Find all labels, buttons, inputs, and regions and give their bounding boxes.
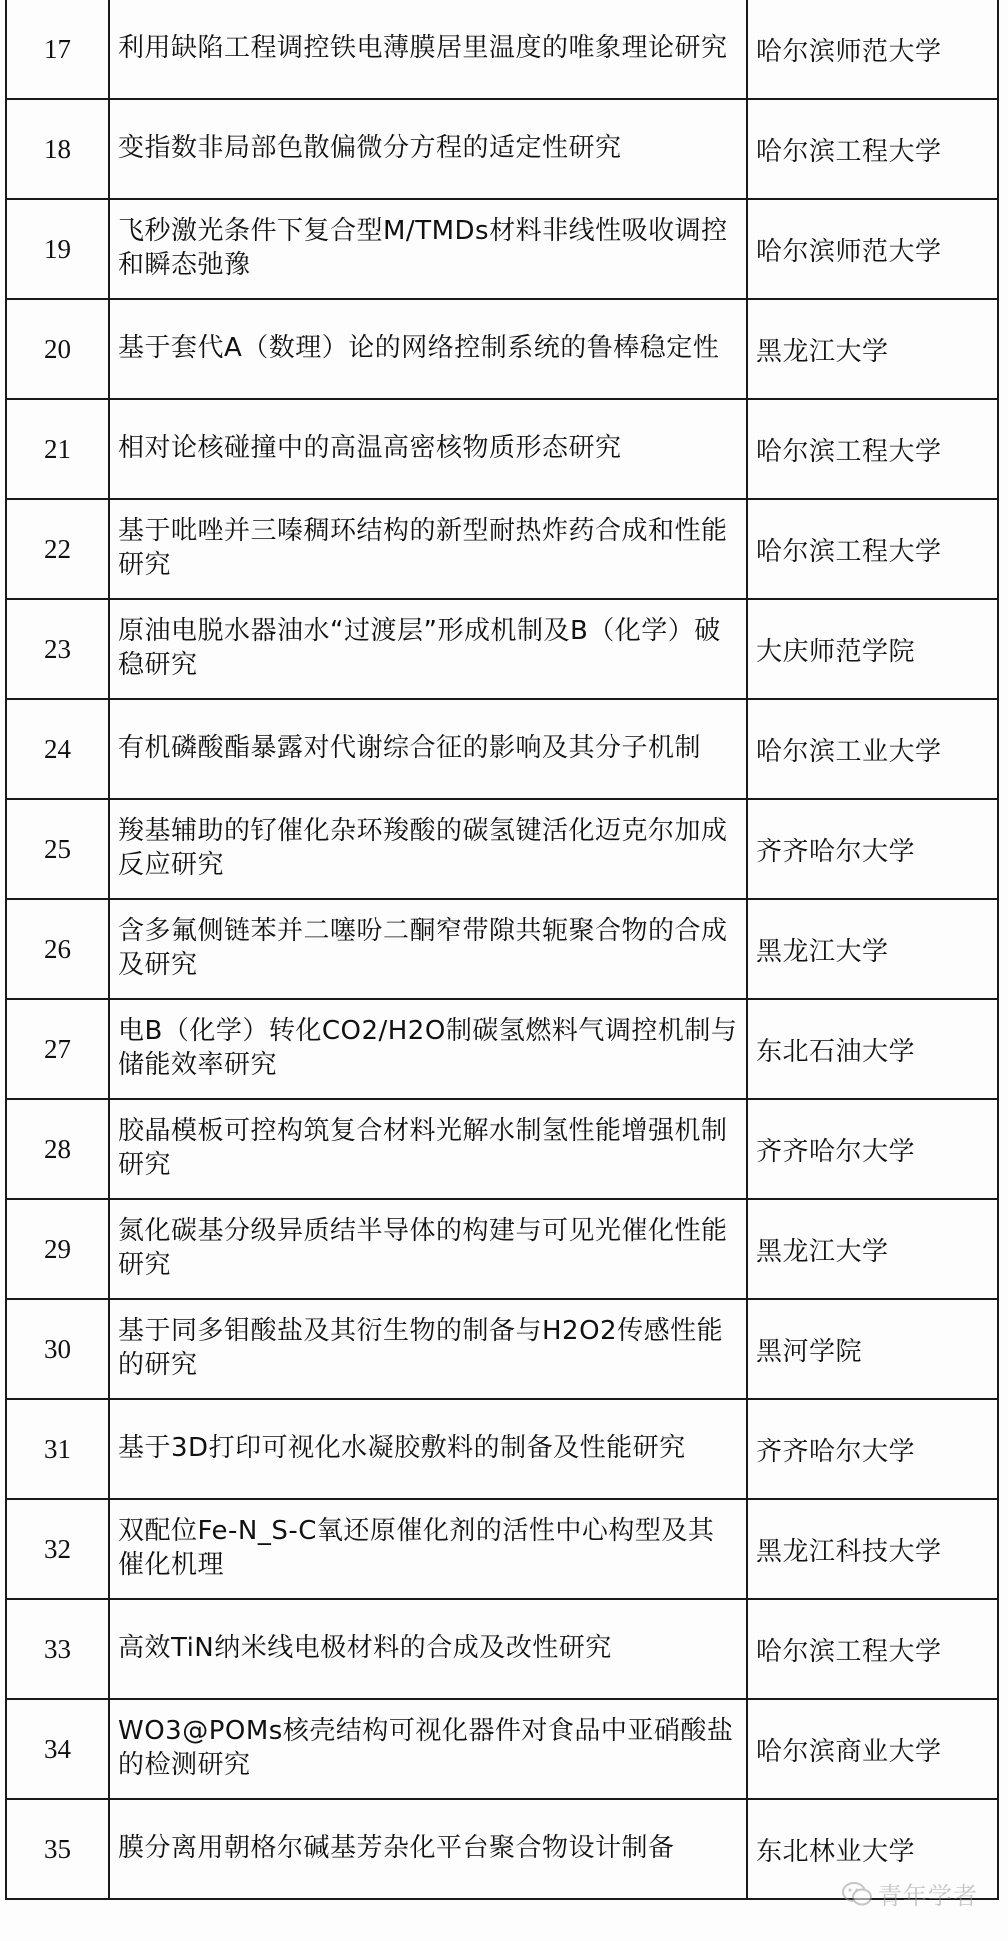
table-row	[6, 1199, 998, 1299]
project-title: 含多氟侧链苯并二噻吩二酮窄带隙共轭聚合物的合成及研究	[109, 899, 747, 999]
project-title: 高效TiN纳米线电极材料的合成及改性研究	[109, 1599, 747, 1699]
table-row	[6, 599, 998, 699]
project-title: 相对论核碰撞中的高温高密核物质形态研究	[109, 399, 747, 499]
institution-name: 哈尔滨工程大学	[747, 1599, 998, 1699]
table-row	[6, 899, 998, 999]
project-title: 膜分离用朝格尔碱基芳杂化平台聚合物设计制备	[109, 1799, 747, 1899]
row-number: 27	[6, 999, 109, 1099]
project-title: 双配位Fe-N_S-C氧还原催化剂的活性中心构型及其催化机理	[109, 1499, 747, 1599]
project-title: 基于同多钼酸盐及其衍生物的制备与H2O2传感性能的研究	[109, 1299, 747, 1399]
row-number: 30	[6, 1299, 109, 1399]
table-row	[6, 0, 998, 99]
institution-name: 东北石油大学	[747, 999, 998, 1099]
project-table	[5, 0, 999, 1900]
row-number: 31	[6, 1399, 109, 1499]
row-number: 26	[6, 899, 109, 999]
row-number: 20	[6, 299, 109, 399]
institution-name: 黑龙江科技大学	[747, 1499, 998, 1599]
table-row	[6, 99, 998, 199]
institution-name: 哈尔滨商业大学	[747, 1699, 998, 1799]
project-title: 电B（化学）转化CO2/H2O制碳氢燃料气调控机制与储能效率研究	[109, 999, 747, 1099]
institution-name: 齐齐哈尔大学	[747, 1399, 998, 1499]
institution-name: 齐齐哈尔大学	[747, 799, 998, 899]
project-title: 基于3D打印可视化水凝胶敷料的制备及性能研究	[109, 1399, 747, 1499]
table-row	[6, 1499, 998, 1599]
row-number: 28	[6, 1099, 109, 1199]
project-title: 羧基辅助的钌催化杂环羧酸的碳氢键活化迈克尔加成反应研究	[109, 799, 747, 899]
institution-name: 哈尔滨师范大学	[747, 0, 998, 99]
institution-name: 哈尔滨工业大学	[747, 699, 998, 799]
institution-name: 哈尔滨师范大学	[747, 199, 998, 299]
institution-name: 黑龙江大学	[747, 299, 998, 399]
table-row	[6, 299, 998, 399]
project-title: 基于吡唑并三嗪稠环结构的新型耐热炸药合成和性能研究	[109, 499, 747, 599]
institution-name: 哈尔滨工程大学	[747, 499, 998, 599]
project-title: 胶晶模板可控构筑复合材料光解水制氢性能增强机制研究	[109, 1099, 747, 1199]
project-title: 有机磷酸酯暴露对代谢综合征的影响及其分子机制	[109, 699, 747, 799]
institution-name: 大庆师范学院	[747, 599, 998, 699]
project-title: 变指数非局部色散偏微分方程的适定性研究	[109, 99, 747, 199]
institution-name: 齐齐哈尔大学	[747, 1099, 998, 1199]
table-row	[6, 999, 998, 1099]
institution-name: 黑龙江大学	[747, 1199, 998, 1299]
row-number: 33	[6, 1599, 109, 1699]
table-row	[6, 1299, 998, 1399]
table-row	[6, 199, 998, 299]
row-number: 23	[6, 599, 109, 699]
row-number: 19	[6, 199, 109, 299]
table-row	[6, 1799, 998, 1899]
row-number: 34	[6, 1699, 109, 1799]
watermark-text: 青年学者	[878, 1882, 978, 1910]
project-title: 利用缺陷工程调控铁电薄膜居里温度的唯象理论研究	[109, 0, 747, 99]
table-row	[6, 499, 998, 599]
table-row	[6, 1699, 998, 1799]
table-row	[6, 1599, 998, 1699]
row-number: 24	[6, 699, 109, 799]
project-title: 原油电脱水器油水“过渡层”形成机制及B（化学）破稳研究	[109, 599, 747, 699]
table-row	[6, 699, 998, 799]
row-number: 25	[6, 799, 109, 899]
table-row	[6, 399, 998, 499]
institution-name: 黑河学院	[747, 1299, 998, 1399]
institution-name: 哈尔滨工程大学	[747, 399, 998, 499]
project-title: 氮化碳基分级异质结半导体的构建与可见光催化性能研究	[109, 1199, 747, 1299]
row-number: 17	[6, 0, 109, 99]
row-number: 18	[6, 99, 109, 199]
institution-name: 黑龙江大学	[747, 899, 998, 999]
project-title: 基于套代A（数理）论的网络控制系统的鲁棒稳定性	[109, 299, 747, 399]
table-row	[6, 1099, 998, 1199]
row-number: 32	[6, 1499, 109, 1599]
project-table-body	[6, 0, 998, 1899]
project-title: 飞秒激光条件下复合型M/TMDs材料非线性吸收调控和瞬态弛豫	[109, 199, 747, 299]
row-number: 35	[6, 1799, 109, 1899]
institution-name: 东北林业大学	[747, 1799, 998, 1899]
table-row	[6, 1399, 998, 1499]
row-number: 22	[6, 499, 109, 599]
row-number: 21	[6, 399, 109, 499]
table-row	[6, 799, 998, 899]
project-title: WO3@POMs核壳结构可视化器件对食品中亚硝酸盐的检测研究	[109, 1699, 747, 1799]
row-number: 29	[6, 1199, 109, 1299]
institution-name: 哈尔滨工程大学	[747, 99, 998, 199]
